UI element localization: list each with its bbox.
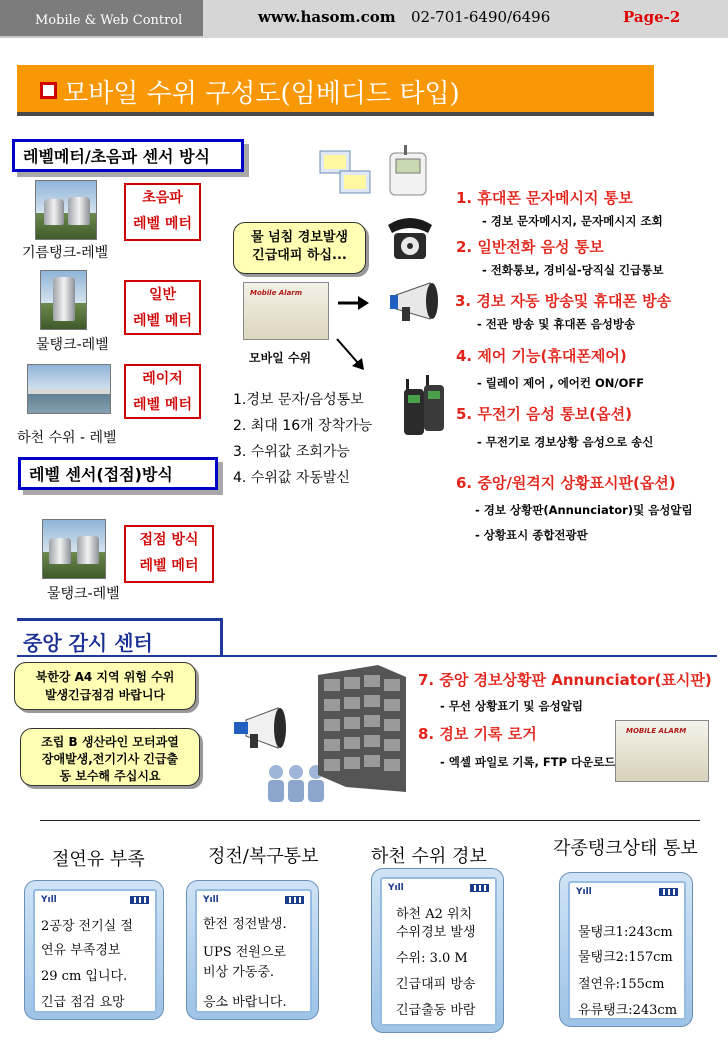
phone4-line1: 물탱크1:243cm: [578, 925, 673, 940]
phone1-line4: 긴급 점검 요망: [41, 995, 125, 1010]
meter-type-laser: 레이저: [142, 371, 183, 387]
feature-1: 1.경보 문자/음성통보: [233, 392, 364, 408]
phone1-line1: 2공장 전기실 절: [41, 919, 133, 934]
signal-icon: Yıll: [576, 887, 592, 897]
battery-icon: [659, 888, 678, 896]
phone-title-river: 하천 수위 경보: [371, 846, 487, 867]
telephone-icon: [384, 213, 436, 263]
phone2-line3: 비상 가동중.: [203, 965, 275, 980]
water-tank-contact-photo: [42, 519, 106, 579]
river-photo: [27, 364, 111, 414]
center-item-8: 8. 경보 기록 로거: [418, 725, 537, 743]
phone2-line2: UPS 전원으로: [203, 945, 286, 960]
notify-sub-2: - 전화통보, 경비실-당직실 긴급통보: [482, 263, 664, 277]
meter-label-ultrasonic: 레벨 메터: [133, 216, 192, 232]
mobile-level-label: 모바일 수위: [249, 351, 312, 365]
battery-icon: [285, 896, 304, 904]
phone2-line4: 응소 바랍니다.: [203, 995, 287, 1010]
logger-brand-label: MOBILE ALARM: [626, 727, 687, 735]
caption-river: 하천 수위 - 레벨: [17, 430, 117, 446]
phone-screen-2: [195, 889, 312, 1013]
section-title-levelmeter: 레벨메터/초음파 센서 방식: [12, 139, 244, 172]
water-tank-photo: [40, 270, 87, 330]
alert-motor-line1: 조립 B 생산라인 모터과열: [41, 735, 179, 749]
central-monitoring-rule: [17, 655, 717, 657]
alert-bubble-river: [14, 662, 196, 710]
alarm-bubble-line1: 물 넘침 경보발생: [251, 230, 348, 245]
phone2-line1: 한전 정전발생.: [203, 917, 287, 932]
meter-box-ultrasonic: [124, 183, 201, 241]
phone-tank-status: [559, 872, 693, 1027]
notify-sub-5: - 무전기로 경보상황 음성으로 송신: [477, 435, 654, 449]
header-page-number: Page-2: [623, 8, 681, 26]
notify-sub-3: - 전관 방송 및 휴대폰 음성방송: [477, 317, 636, 331]
arrow-down-right-icon: [334, 336, 366, 372]
notify-item-2: 2. 일반전화 음성 통보: [456, 238, 604, 256]
oil-tank-photo: [35, 180, 97, 240]
center-sub-8: - 엑셀 파일로 기록, FTP 다운로드: [440, 755, 616, 769]
header-left-panel: [0, 0, 203, 38]
phone1-line2: 연유 부족경보: [41, 943, 121, 958]
section-divider: [40, 820, 700, 821]
alert-bubble-motor: [20, 728, 200, 786]
meter-label-contact: 레벨 메터: [139, 558, 199, 574]
battery-icon: [130, 896, 149, 904]
phone4-line4: 유류탱크:243cm: [578, 1003, 678, 1018]
signal-icon: Yıll: [388, 883, 404, 893]
phone-screen-3: [380, 877, 497, 1026]
phone3-line5: 긴급출동 바람: [396, 1003, 476, 1018]
phone4-line3: 절연유:155cm: [578, 977, 665, 992]
header-left-title: Mobile & Web Control: [35, 13, 183, 28]
checkbox-bullet-icon: [40, 82, 57, 99]
phone-outage: [186, 880, 319, 1020]
feature-2: 2. 최대 16개 장착가능: [233, 418, 373, 434]
notify-item-3: 3. 경보 자동 방송및 휴대폰 방송: [455, 292, 672, 310]
phone-screen-1: [33, 889, 157, 1013]
phone-river: [371, 868, 504, 1033]
phone1-line3: 29 cm 입니다.: [41, 969, 128, 984]
center-megaphone-icon: [222, 706, 292, 750]
alert-motor-line3: 동 보수해 주십시요: [59, 769, 161, 783]
section-title-contact-sensor: 레벨 센서(접점)방식: [18, 457, 218, 490]
meter-box-contact: [124, 525, 214, 583]
annunciator-panel: [318, 665, 408, 792]
feature-4: 4. 수위값 자동발신: [233, 470, 350, 486]
alert-river-line2: 발생긴급점검 바랍니다: [44, 688, 166, 702]
phone3-line4: 긴급대피 방송: [396, 977, 476, 992]
phone-title-insulating-oil: 절연유 부족: [52, 849, 145, 870]
alert-motor-line2: 장애발생,전기기사 긴급출: [41, 752, 179, 766]
feature-3: 3. 수위값 조회가능: [233, 444, 350, 460]
signal-icon: Yıll: [203, 895, 219, 905]
megaphone-icon: [388, 281, 458, 323]
meter-label-general: 레벨 메터: [133, 313, 192, 329]
notify-item-1: 1. 휴대폰 문자메시지 통보: [456, 189, 633, 207]
header-phone: 02-701-6490/6496: [411, 8, 551, 26]
mobile-alarm-device: [243, 282, 329, 340]
device-brand-label: Mobile Alarm: [250, 289, 303, 297]
meter-type-contact: 접점 방식: [139, 532, 199, 548]
alarm-speech-bubble: [233, 222, 366, 274]
notify-sub-4: - 릴레이 제어 , 에어컨 ON/OFF: [477, 376, 645, 390]
phone3-line2: 수위경보 발생: [396, 925, 476, 940]
notify-sub-6b: - 상황표시 종합전광판: [475, 528, 588, 542]
notify-item-5: 5. 무전기 음성 통보(옵션): [456, 405, 632, 423]
center-sub-7: - 무선 상황표기 및 음성알림: [440, 699, 583, 713]
title-banner: [17, 65, 654, 116]
sms-devices-icon: [318, 145, 438, 197]
caption-oil-tank: 기름탱크-레벨: [22, 245, 109, 261]
meter-label-laser: 레벨 메터: [133, 397, 192, 413]
phone-insulating-oil: [24, 880, 164, 1020]
arrow-right-icon: [336, 293, 370, 313]
center-item-7: 7. 중앙 경보상황판 Annunciator(표시판): [418, 671, 712, 689]
meter-box-general: [124, 280, 201, 335]
meter-type-ultrasonic: 초음파: [142, 190, 183, 206]
meter-box-laser: [124, 364, 201, 419]
phone3-line1: 하천 A2 위치: [396, 907, 473, 922]
caption-water-tank: 물탱크-레벨: [36, 337, 109, 353]
central-monitoring-title: 중앙 감시 센터: [17, 618, 223, 656]
battery-icon: [470, 884, 489, 892]
alarm-logger-device: [615, 720, 709, 782]
alert-river-line1: 북한강 A4 지역 위험 수위: [35, 670, 175, 684]
phone4-line2: 물탱크2:157cm: [578, 950, 673, 965]
signal-icon: Yıll: [41, 895, 57, 905]
meter-type-general: 일반: [148, 287, 177, 303]
notify-sub-6: - 경보 상황판(Annunciator)및 음성알림: [475, 503, 693, 517]
walkie-talkie-icon: [402, 373, 446, 437]
header-site-link[interactable]: www.hasom.com: [258, 8, 396, 26]
notify-item-4: 4. 제어 기능(휴대폰제어): [456, 347, 627, 365]
page-title: 모바일 수위 구성도(임베디드 타입): [63, 79, 460, 109]
header-right-panel: [203, 0, 728, 38]
phone3-line3: 수위: 3.0 M: [396, 951, 468, 966]
phone-title-tank-status: 각종탱크상태 통보: [553, 838, 698, 859]
phone-title-outage: 정전/복구통보: [208, 846, 319, 867]
notify-sub-1: - 경보 문자메시지, 문자메시지 조회: [482, 214, 663, 228]
phone-screen-4: [568, 881, 686, 1020]
alarm-bubble-line2: 긴급대피 하십...: [252, 248, 347, 263]
notify-item-6: 6. 중앙/원격지 상황표시판(옵션): [456, 474, 676, 492]
caption-water-tank-contact: 물탱크-레벨: [47, 586, 120, 602]
